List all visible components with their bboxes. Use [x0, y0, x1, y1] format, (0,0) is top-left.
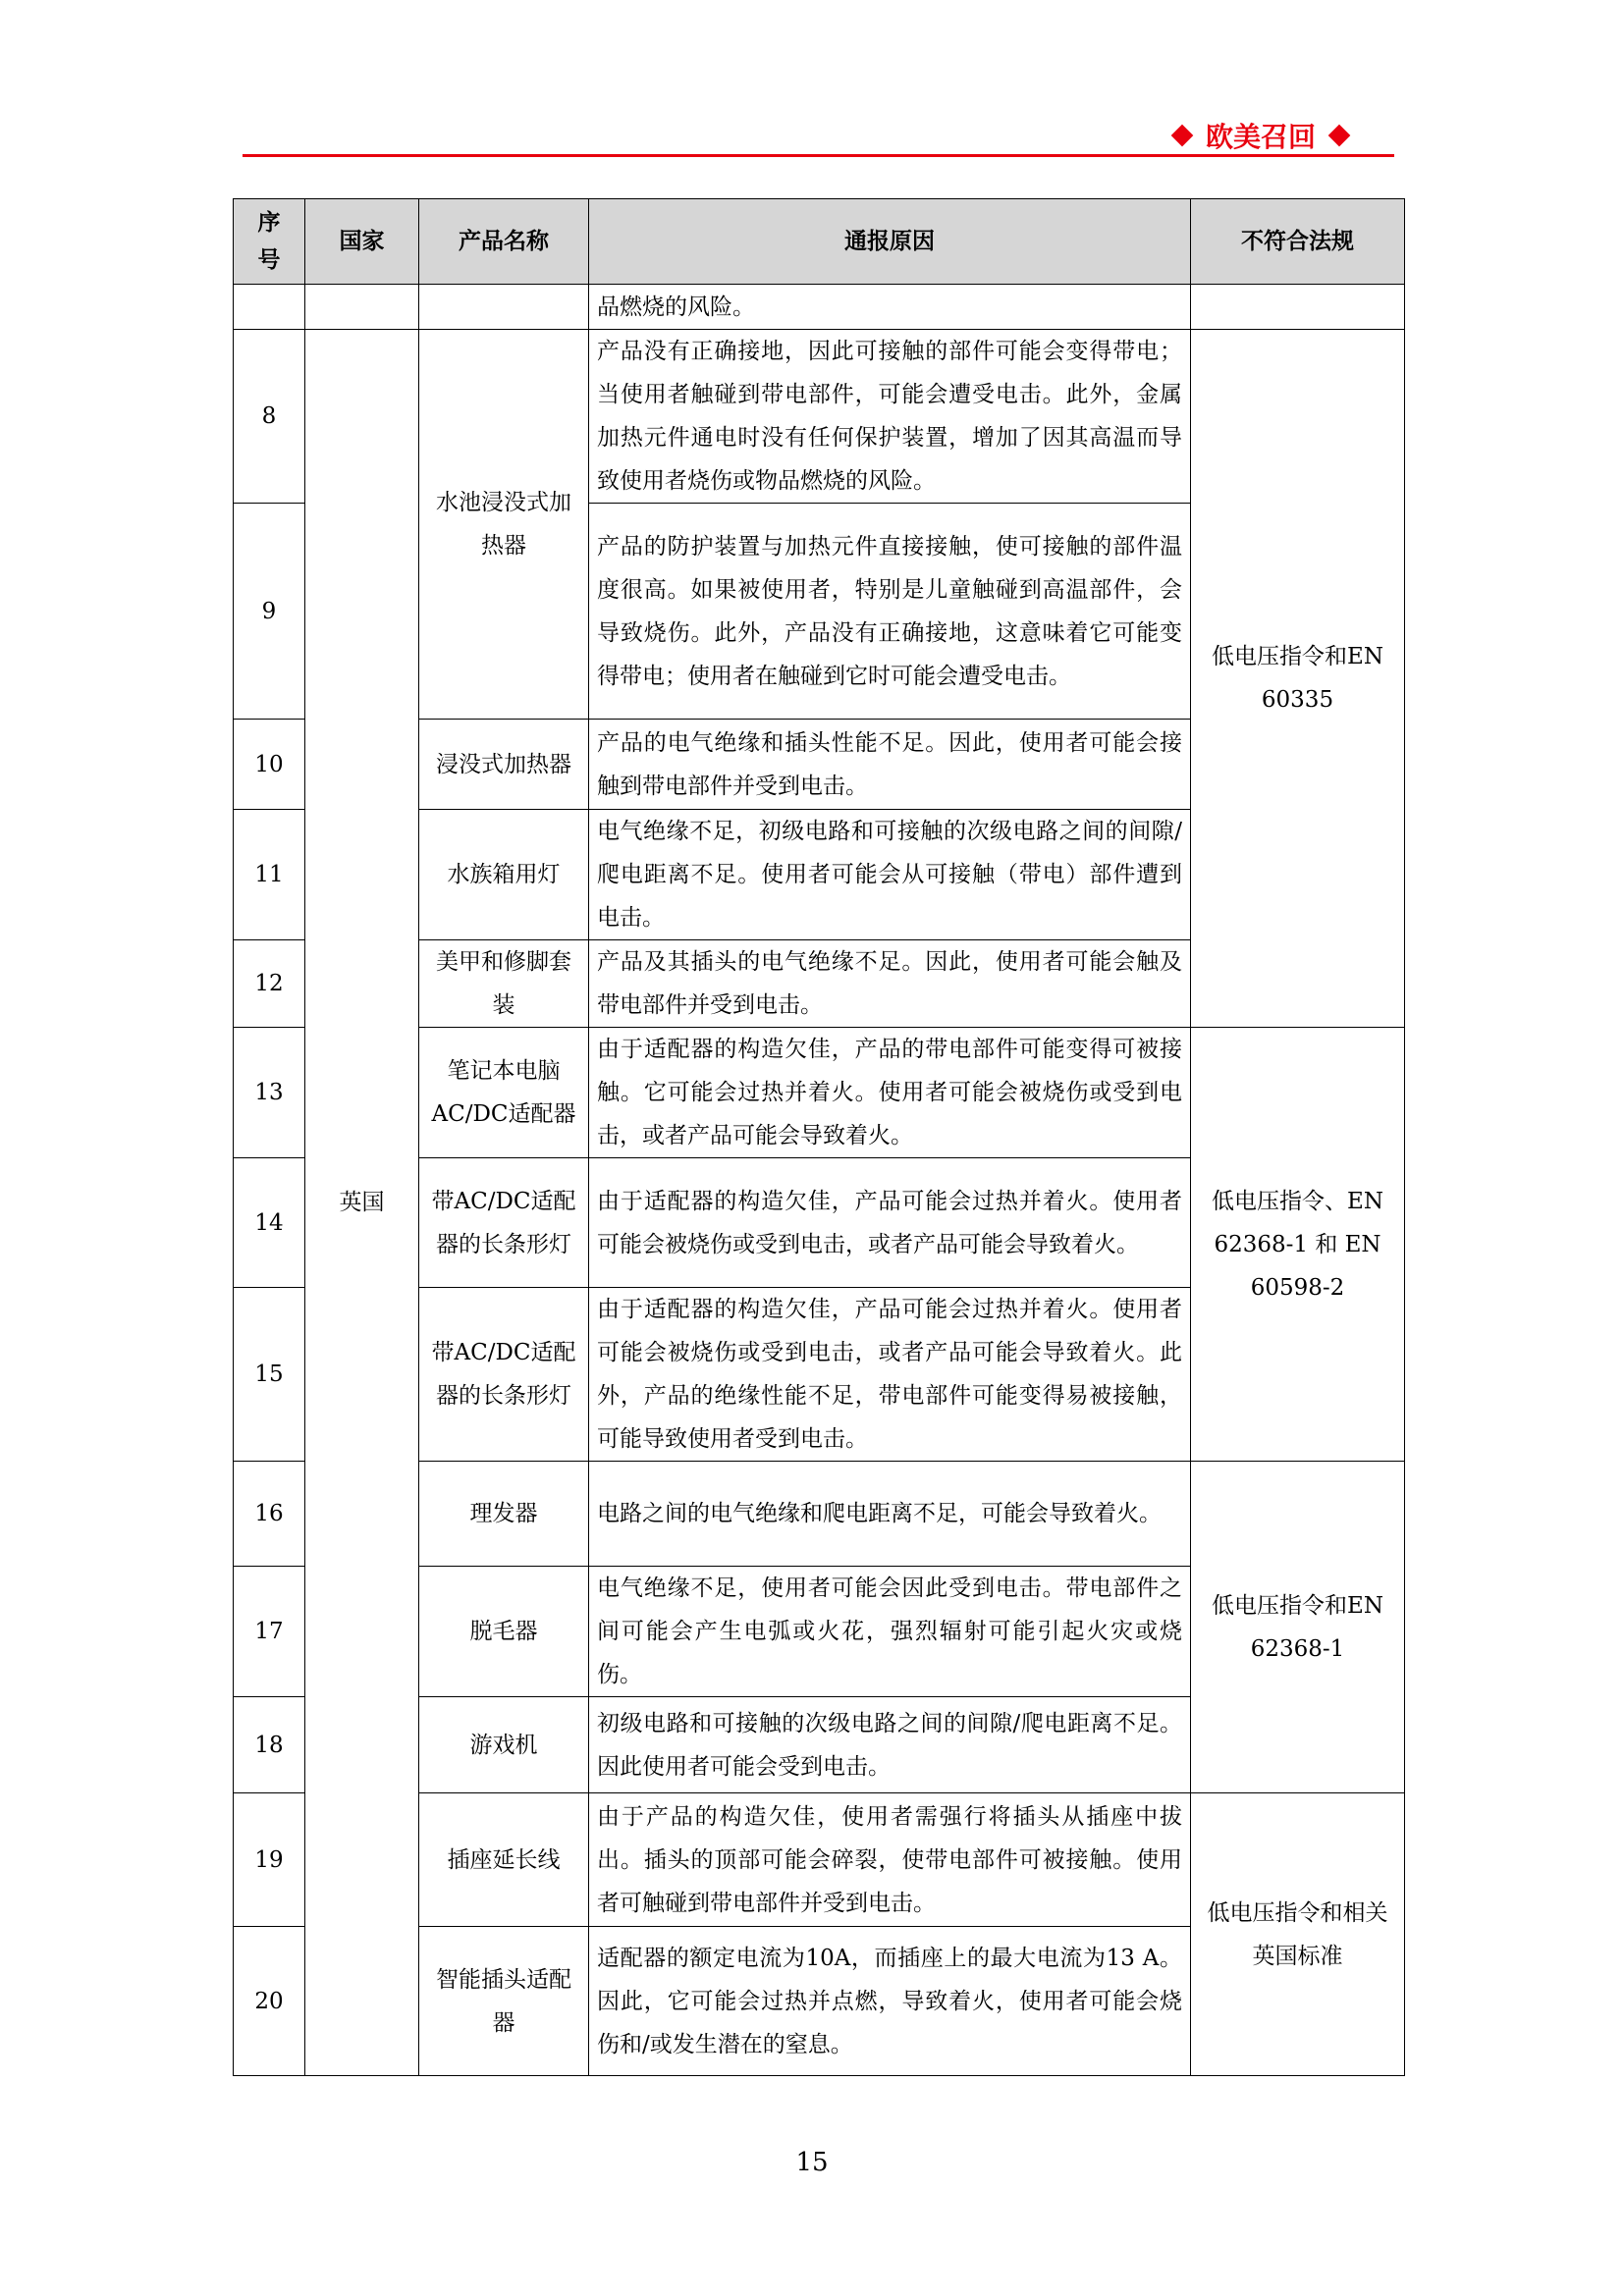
- cell-reason: 由于适配器的构造欠佳，产品可能会过热并着火。使用者可能会被烧伤或受到电击，或者产品可能会导致着火。此外，产品的绝缘性能不足，带电部件可能变得易被接触，可能导致使用者受到电击。: [589, 1288, 1191, 1462]
- cell-reason: 适配器的额定电流为10A，而插座上的最大电流为13 A。因此，它可能会过热并点燃，导致着火，使用者可能会烧伤和/或发生潜在的窒息。: [589, 1927, 1191, 2076]
- cell-reason: 由于适配器的构造欠佳，产品的带电部件可能变得可被接触。它可能会过热并着火。使用者可能会被烧伤或受到电击，或者产品可能会导致着火。: [589, 1028, 1191, 1158]
- column-header-law: 不符合法规: [1191, 199, 1405, 285]
- cell-no: 11: [234, 810, 305, 940]
- cell-no: 12: [234, 940, 305, 1028]
- cell-reason: 产品的防护装置与加热元件直接接触，使可接触的部件温度很高。如果被使用者，特别是儿童触碰到高温部件，会导致烧伤。此外，产品没有正确接地，这意味着它可能变得带电；使用者在触碰到它时可能会遭受电击。: [589, 504, 1191, 720]
- cell-product: 带AC/DC适配器的长条形灯: [419, 1288, 589, 1462]
- cell-no: [234, 285, 305, 330]
- section-header: [1168, 116, 1394, 155]
- cell-product: 智能插头适配器: [419, 1927, 589, 2076]
- cell-product: 游戏机: [419, 1697, 589, 1793]
- cell-reason: 品燃烧的风险。: [589, 285, 1191, 330]
- cell-product: 带AC/DC适配器的长条形灯: [419, 1158, 589, 1288]
- cell-no: 17: [234, 1567, 305, 1697]
- cell-reason: 产品的电气绝缘和插头性能不足。因此，使用者可能会接触到带电部件并受到电击。: [589, 720, 1191, 810]
- cell-no: 16: [234, 1462, 305, 1567]
- cell-product: 美甲和修脚套装: [419, 940, 589, 1028]
- cell-law: 低电压指令和EN 62368-1: [1191, 1462, 1405, 1793]
- cell-product: 笔记本电脑AC/DC适配器: [419, 1028, 589, 1158]
- cell-law: 低电压指令、EN 62368-1 和 EN 60598-2: [1191, 1028, 1405, 1462]
- column-header-product: 产品名称: [419, 199, 589, 285]
- cell-product: 水族箱用灯: [419, 810, 589, 940]
- cell-reason: 电气绝缘不足，初级电路和可接触的次级电路之间的间隙/爬电距离不足。使用者可能会从可接触（带电）部件遭到电击。: [589, 810, 1191, 940]
- cell-reason: 电路之间的电气绝缘和爬电距离不足，可能会导致着火。: [589, 1462, 1191, 1567]
- cell-no: 9: [234, 504, 305, 720]
- cell-country: 英国: [305, 330, 419, 2076]
- cell-no: 8: [234, 330, 305, 504]
- cell-law: [1191, 285, 1405, 330]
- cell-product: 水池浸没式加热器: [419, 330, 589, 720]
- diamond-bullet-icon: [1171, 125, 1194, 147]
- diamond-bullet-icon: [1328, 125, 1351, 147]
- column-header-reason: 通报原因: [589, 199, 1191, 285]
- cell-no: 15: [234, 1288, 305, 1462]
- cell-product: [419, 285, 589, 330]
- header-rule: [243, 154, 1394, 157]
- cell-product: 脱毛器: [419, 1567, 589, 1697]
- table-row: [234, 285, 1405, 330]
- column-header-country: 国家: [305, 199, 419, 285]
- cell-law: 低电压指令和EN 60335: [1191, 330, 1405, 1028]
- column-header-no: 序号: [234, 199, 305, 285]
- cell-law: 低电压指令和相关英国标准: [1191, 1793, 1405, 2076]
- cell-no: 19: [234, 1793, 305, 1927]
- table-header-row: [234, 199, 1405, 285]
- table-row: [234, 330, 1405, 504]
- cell-no: 14: [234, 1158, 305, 1288]
- cell-no: 20: [234, 1927, 305, 2076]
- recall-table: [233, 198, 1405, 2076]
- cell-no: 10: [234, 720, 305, 810]
- cell-reason: 电气绝缘不足，使用者可能会因此受到电击。带电部件之间可能会产生电弧或火花，强烈辐射可能引起火灾或烧伤。: [589, 1567, 1191, 1697]
- cell-reason: 产品及其插头的电气绝缘不足。因此，使用者可能会触及带电部件并受到电击。: [589, 940, 1191, 1028]
- cell-reason: 由于适配器的构造欠佳，产品可能会过热并着火。使用者可能会被烧伤或受到电击，或者产品可能会导致着火。: [589, 1158, 1191, 1288]
- cell-reason: 产品没有正确接地，因此可接触的部件可能会变得带电；当使用者触碰到带电部件，可能会遭受电击。此外，金属加热元件通电时没有任何保护装置，增加了因其高温而导致使用者烧伤或物品燃烧的风险。: [589, 330, 1191, 504]
- cell-reason: 由于产品的构造欠佳，使用者需强行将插头从插座中拔出。插头的顶部可能会碎裂，使带电部件可被接触。使用者可触碰到带电部件并受到电击。: [589, 1793, 1191, 1927]
- cell-product: 浸没式加热器: [419, 720, 589, 810]
- section-title: 欧美召回: [1206, 121, 1317, 153]
- cell-product: 理发器: [419, 1462, 589, 1567]
- cell-no: 13: [234, 1028, 305, 1158]
- cell-no: 18: [234, 1697, 305, 1793]
- page-number: 15: [795, 2148, 829, 2177]
- cell-reason: 初级电路和可接触的次级电路之间的间隙/爬电距离不足。因此使用者可能会受到电击。: [589, 1697, 1191, 1793]
- cell-product: 插座延长线: [419, 1793, 589, 1927]
- cell-country: [305, 285, 419, 330]
